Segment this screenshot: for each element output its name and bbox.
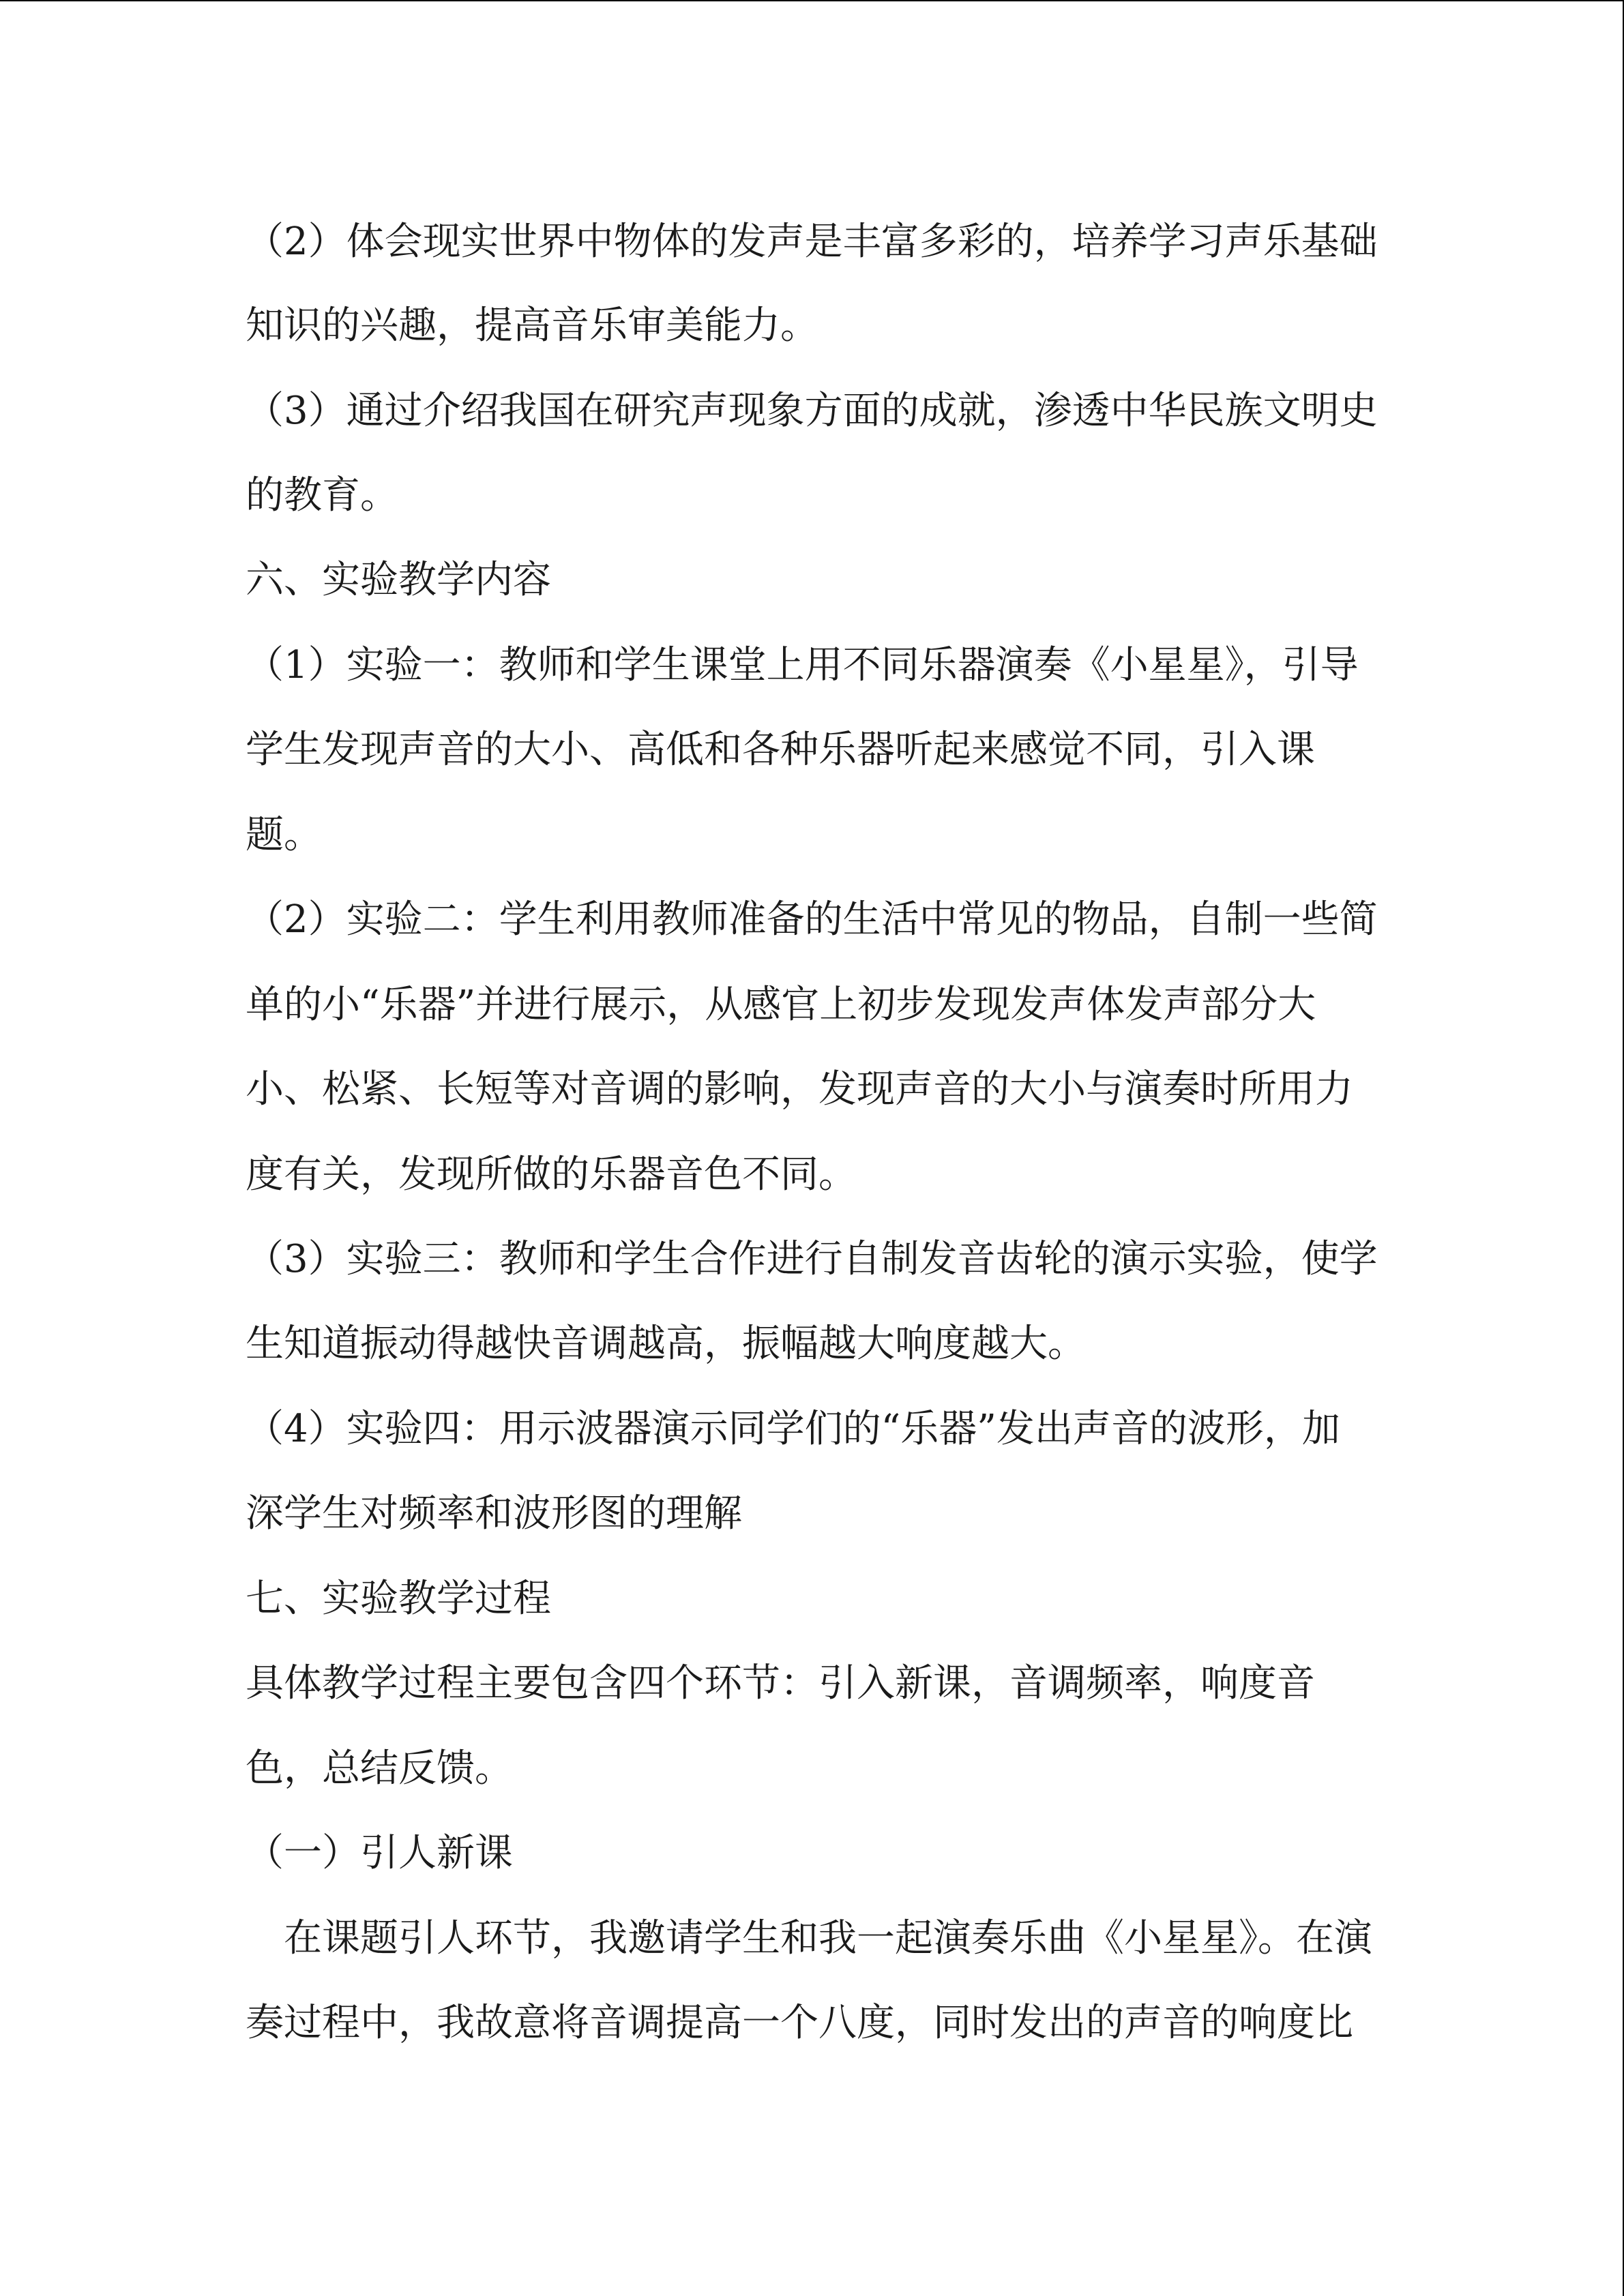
text-line: 知识的兴趣，提高音乐审美能力。 [246,303,818,348]
subsection-heading: （一）引人新课 [246,1831,513,1875]
text-line: 题。 [246,813,322,857]
text-line: 色，总结反馈。 [246,1746,513,1791]
text-line: 生知道振动得越快音调越高，振幅越大响度越大。 [246,1322,1086,1366]
text-line: （2）实验二：学生利用教师准备的生活中常见的物品，自制一些简 [246,897,1378,942]
text-line: （3）实验三：教师和学生合作进行自制发音齿轮的演示实验，使学 [246,1237,1378,1281]
text-line: 深学生对频率和波形图的理解 [246,1491,742,1536]
section-heading: 七、实验教学过程 [246,1577,551,1621]
text-line: 奏过程中，我故意将音调提高一个八度，同时发出的声音的响度比 [246,2001,1353,2045]
text-line: （3）通过介绍我国在研究声现象方面的成就，渗透中华民族文明史 [246,389,1378,433]
text-line: 学生发现声音的大小、高低和各种乐器听起来感觉不同，引入课 [246,728,1315,772]
text-line: 具体教学过程主要包含四个环节：引入新课，音调频率，响度音 [246,1661,1315,1705]
text-line: （1）实验一：教师和学生课堂上用不同乐器演奏《小星星》，引导 [246,643,1359,687]
text-line: 小、松紧、长短等对音调的影响，发现声音的大小与演奏时所用力 [246,1067,1353,1112]
text-line: 的教育。 [246,473,398,518]
text-line: （4）实验四：用示波器演示同学们的“乐器”发出声音的波形，加 [246,1407,1340,1451]
section-heading: 六、实验教学内容 [246,558,551,602]
text-line: 单的小“乐器”并进行展示，从感官上初步发现发声体发声部分大 [246,983,1316,1027]
text-line: 度有关，发现所做的乐器音色不同。 [246,1152,857,1197]
text-line: （2）体会现实世界中物体的发声是丰富多彩的，培养学习声乐基础 [246,220,1378,264]
text-line: 在课题引人环节，我邀请学生和我一起演奏乐曲《小星星》。在演 [246,1916,1372,1960]
